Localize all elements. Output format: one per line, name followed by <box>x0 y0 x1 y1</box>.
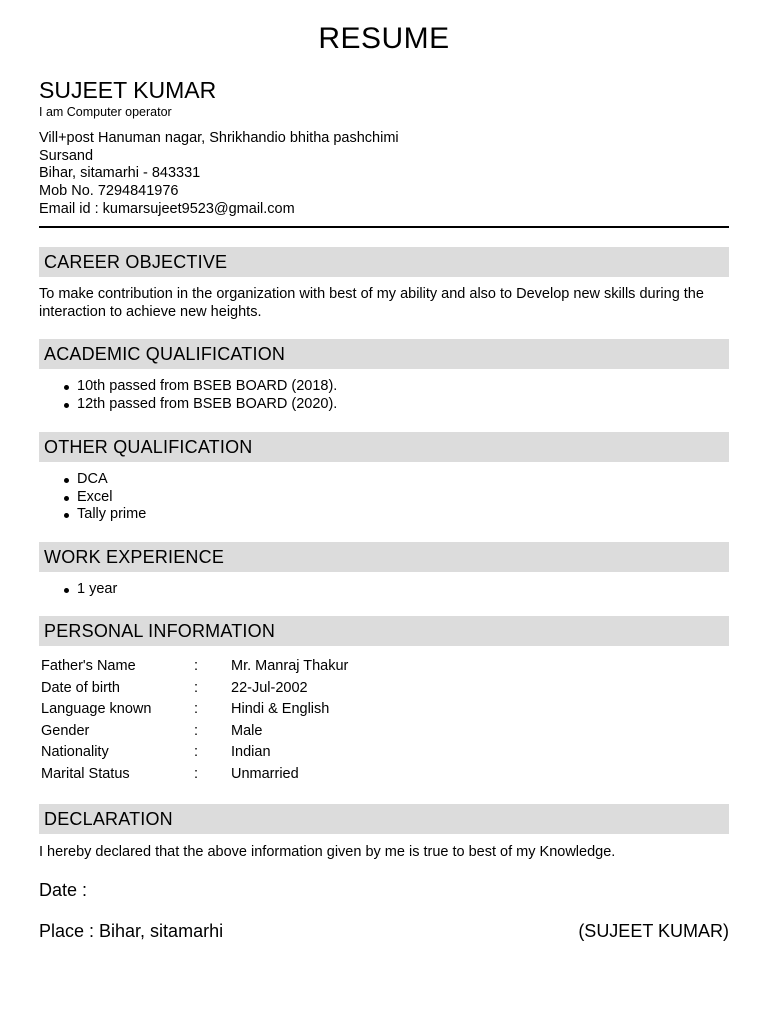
address-line: Bihar, sitamarhi - 843331 <box>39 165 201 182</box>
list-item: Tally prime <box>39 506 146 524</box>
contact-details <box>39 130 399 219</box>
address-line: Sursand <box>39 147 94 164</box>
info-label: Nationality <box>41 744 109 761</box>
info-separator: : <box>194 744 199 761</box>
info-separator: : <box>194 701 199 718</box>
career-objective-text: To make contribution in the organization with best of my ability and also to Develop new skills during the interaction to achieve new heights. <box>39 286 704 320</box>
declaration-heading: DECLARATION <box>39 804 729 834</box>
list-item: 10th passed from BSEB BOARD (2018). <box>39 378 337 396</box>
info-label: Marital Status <box>41 765 130 782</box>
other-qualification-heading: OTHER QUALIFICATION <box>39 432 729 462</box>
info-value: Indian <box>231 744 271 761</box>
info-label: Father's Name <box>41 658 136 674</box>
table-row <box>41 699 531 721</box>
phone-line: Mob No. 7294841976 <box>39 183 179 200</box>
bullet-icon <box>64 385 69 390</box>
info-value: 22-Jul-2002 <box>231 679 308 696</box>
info-label: Date of birth <box>41 679 120 696</box>
info-separator: : <box>194 722 199 739</box>
header-divider <box>39 226 729 228</box>
career-objective-heading: CAREER OBJECTIVE <box>39 247 729 277</box>
table-row <box>41 721 531 743</box>
table-row <box>41 678 531 700</box>
work-experience-list <box>39 581 117 599</box>
personal-information-table <box>41 656 531 786</box>
table-row <box>41 742 531 764</box>
bullet-icon <box>64 403 69 408</box>
table-row <box>41 656 531 678</box>
bullet-icon <box>64 496 69 501</box>
list-item: 1 year <box>39 581 117 599</box>
candidate-name: SUJEET KUMAR <box>39 77 217 103</box>
info-separator: : <box>194 679 199 696</box>
list-item: Excel <box>39 489 146 507</box>
info-separator: : <box>194 765 199 782</box>
info-value: Hindi & English <box>231 701 330 718</box>
info-label: Language known <box>41 701 152 718</box>
info-separator: : <box>194 658 199 674</box>
work-experience-heading: WORK EXPERIENCE <box>39 542 729 572</box>
bullet-icon <box>64 513 69 518</box>
info-label: Gender <box>41 722 90 739</box>
academic-qualification-heading: ACADEMIC QUALIFICATION <box>39 339 729 369</box>
candidate-tagline: I am Computer operator <box>39 105 172 119</box>
declaration-text: I hereby declared that the above information given by me is true to best of my Knowledge. <box>39 844 616 860</box>
list-item: 12th passed from BSEB BOARD (2020). <box>39 396 337 414</box>
email-line: Email id : kumarsujeet9523@gmail.com <box>39 200 295 217</box>
info-value: Unmarried <box>231 765 299 782</box>
other-qualification-list <box>39 471 146 524</box>
info-value: Male <box>231 722 263 739</box>
date-label: Date : <box>39 880 88 900</box>
place-label: Place : Bihar, sitamarhi <box>39 921 224 941</box>
academic-qualification-list <box>39 378 337 413</box>
document-title: RESUME <box>318 22 450 55</box>
bullet-icon <box>64 588 69 593</box>
list-item: DCA <box>39 471 146 489</box>
address-line: Vill+post Hanuman nagar, Shrikhandio bhitha pashchimi <box>39 130 399 146</box>
info-value: Mr. Manraj Thakur <box>231 658 349 674</box>
signature-name: (SUJEET KUMAR) <box>578 921 729 941</box>
bullet-icon <box>64 478 69 483</box>
personal-information-heading: PERSONAL INFORMATION <box>39 616 729 646</box>
table-row <box>41 764 531 786</box>
